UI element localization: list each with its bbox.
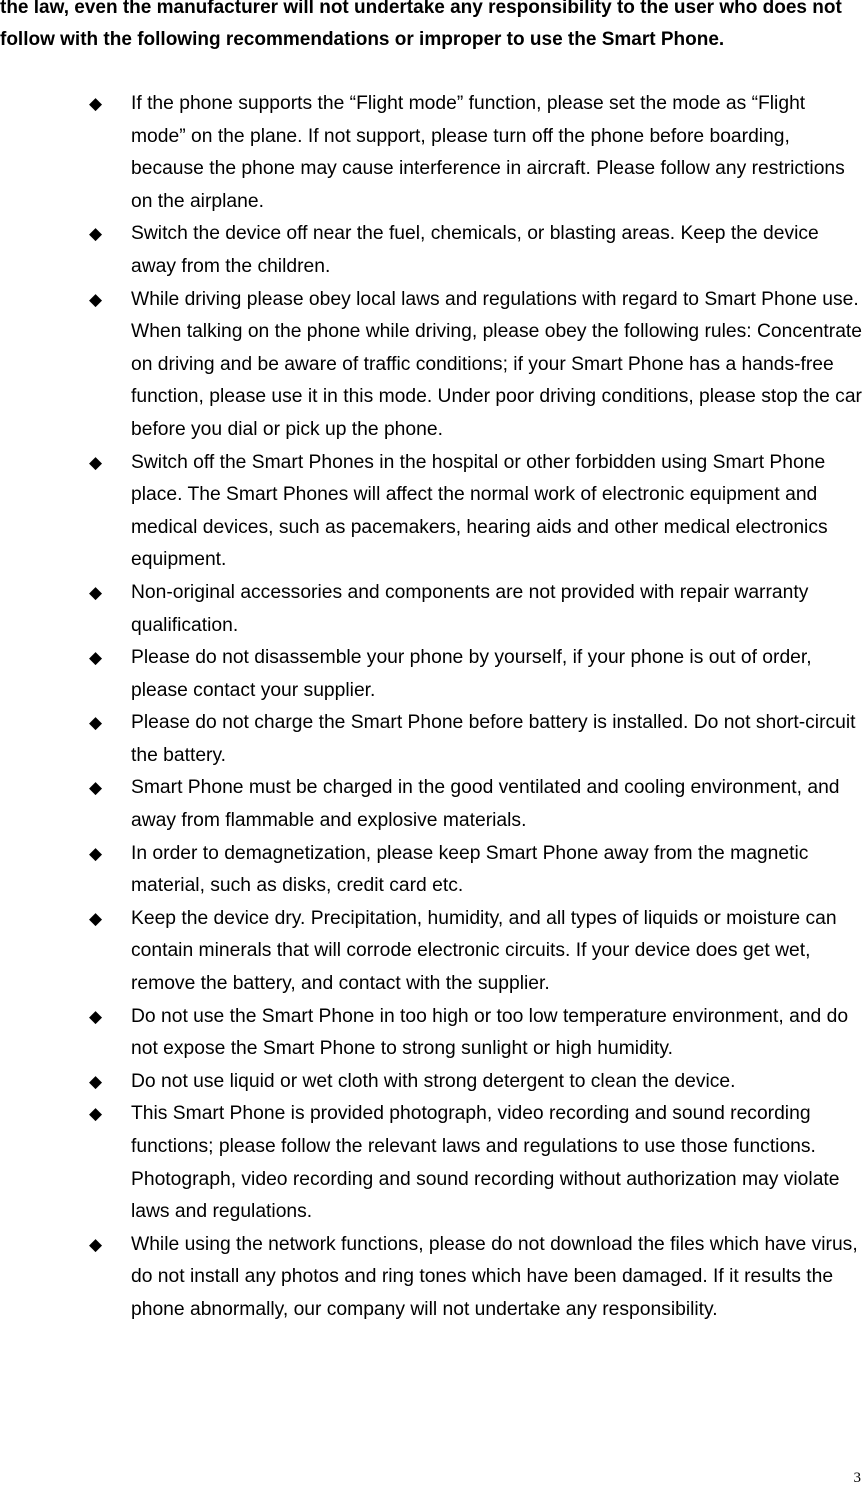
list-item-text: Do not use the Smart Phone in too high or too low temperature environment, and do not expose the Smart Phone to strong sunlight or high humidity. [131, 1005, 849, 1060]
diamond-bullet-icon: ◆ [89, 778, 103, 798]
list-item [0, 1098, 865, 1228]
intro-paragraph: the law, even the manufacturer will not undertake any responsibility to the user who does not follow with the following recommendations or improper to use the Smart Phone. [0, 0, 842, 50]
list-item-text: Switch off the Smart Phones in the hospital or other forbidden using Smart Phone place. The Smart Phones will affect the normal work of electronic equipment and medical devices, such as pacemakers, hearing aids and other medical electronics equipment. [131, 451, 828, 571]
list-item [0, 284, 865, 447]
diamond-bullet-icon: ◆ [89, 908, 103, 928]
list-item [0, 1001, 865, 1066]
diamond-bullet-icon: ◆ [89, 1071, 103, 1091]
safety-recommendations-list [0, 88, 865, 1327]
list-item-text: Switch the device off near the fuel, chemicals, or blasting areas. Keep the device away from the children. [131, 223, 819, 277]
list-item-text: Do not use liquid or wet cloth with strong detergent to clean the device. [131, 1070, 736, 1092]
list-item [0, 1229, 865, 1327]
diamond-bullet-icon: ◆ [89, 1006, 103, 1026]
list-item-text: While driving please obey local laws and regulations with regard to Smart Phone use. When talking on the phone while driving, please obey the following rules: Concentrate on driving and be aware of traffic conditions; if your Smart Phone has a hands-free function, please use it in this mode. Under poor driving conditions, please stop the car before you dial or pick up the phone. [131, 288, 862, 440]
list-item-text: This Smart Phone is provided photograph, video recording and sound recording functions; please follow the relevant laws and regulations to use those functions. Photograph, video recording and sound recording without authorization may violate laws and regulations. [131, 1103, 840, 1223]
list-item [0, 1066, 865, 1099]
list-item-text: Keep the device dry. Precipitation, humidity, and all types of liquids or moisture can contain minerals that will corrode electronic circuits. If your device does get wet, remove the battery, and contact with the supplier. [131, 907, 837, 995]
list-item [0, 577, 865, 642]
list-item [0, 707, 865, 772]
diamond-bullet-icon: ◆ [89, 843, 103, 863]
list-item-text: While using the network functions, please do not download the files which have virus, do not install any photos and ring tones which have been damaged. If it results the phone abnormally, our company will not undertake any responsibility. [131, 1233, 858, 1320]
list-item-text: Smart Phone must be charged in the good ventilated and cooling environment, and away from flammable and explosive materials. [131, 777, 840, 832]
list-item [0, 838, 865, 903]
list-item [0, 772, 865, 837]
list-item-text: If the phone supports the “Flight mode” function, please set the mode as “Flight mode” on the plane. If not support, please turn off the phone before boarding, because the phone may cause interference in aircraft. Please follow any restrictions on the airplane. [131, 93, 845, 212]
list-item-text: In order to demagnetization, please keep Smart Phone away from the magnetic material, such as disks, credit card etc. [131, 842, 809, 897]
list-item-text: Non-original accessories and components are not provided with repair warranty qualification. [131, 581, 809, 636]
diamond-bullet-icon: ◆ [89, 1104, 103, 1124]
diamond-bullet-icon: ◆ [89, 582, 103, 602]
list-item [0, 218, 865, 283]
diamond-bullet-icon: ◆ [89, 713, 103, 733]
list-item-text: Please do not disassemble your phone by yourself, if your phone is out of order, please contact your supplier. [131, 647, 812, 701]
diamond-bullet-icon: ◆ [89, 289, 103, 309]
list-item-text: Please do not charge the Smart Phone before battery is installed. Do not short-circuit the battery. [131, 712, 856, 766]
list-item [0, 642, 865, 707]
diamond-bullet-icon: ◆ [89, 94, 103, 113]
list-item [0, 88, 865, 218]
page-number: 3 [853, 1470, 861, 1486]
diamond-bullet-icon: ◆ [89, 648, 103, 668]
list-item [0, 903, 865, 1001]
diamond-bullet-icon: ◆ [89, 1234, 103, 1254]
list-item [0, 447, 865, 577]
diamond-bullet-icon: ◆ [89, 452, 103, 472]
diamond-bullet-icon: ◆ [89, 224, 103, 244]
